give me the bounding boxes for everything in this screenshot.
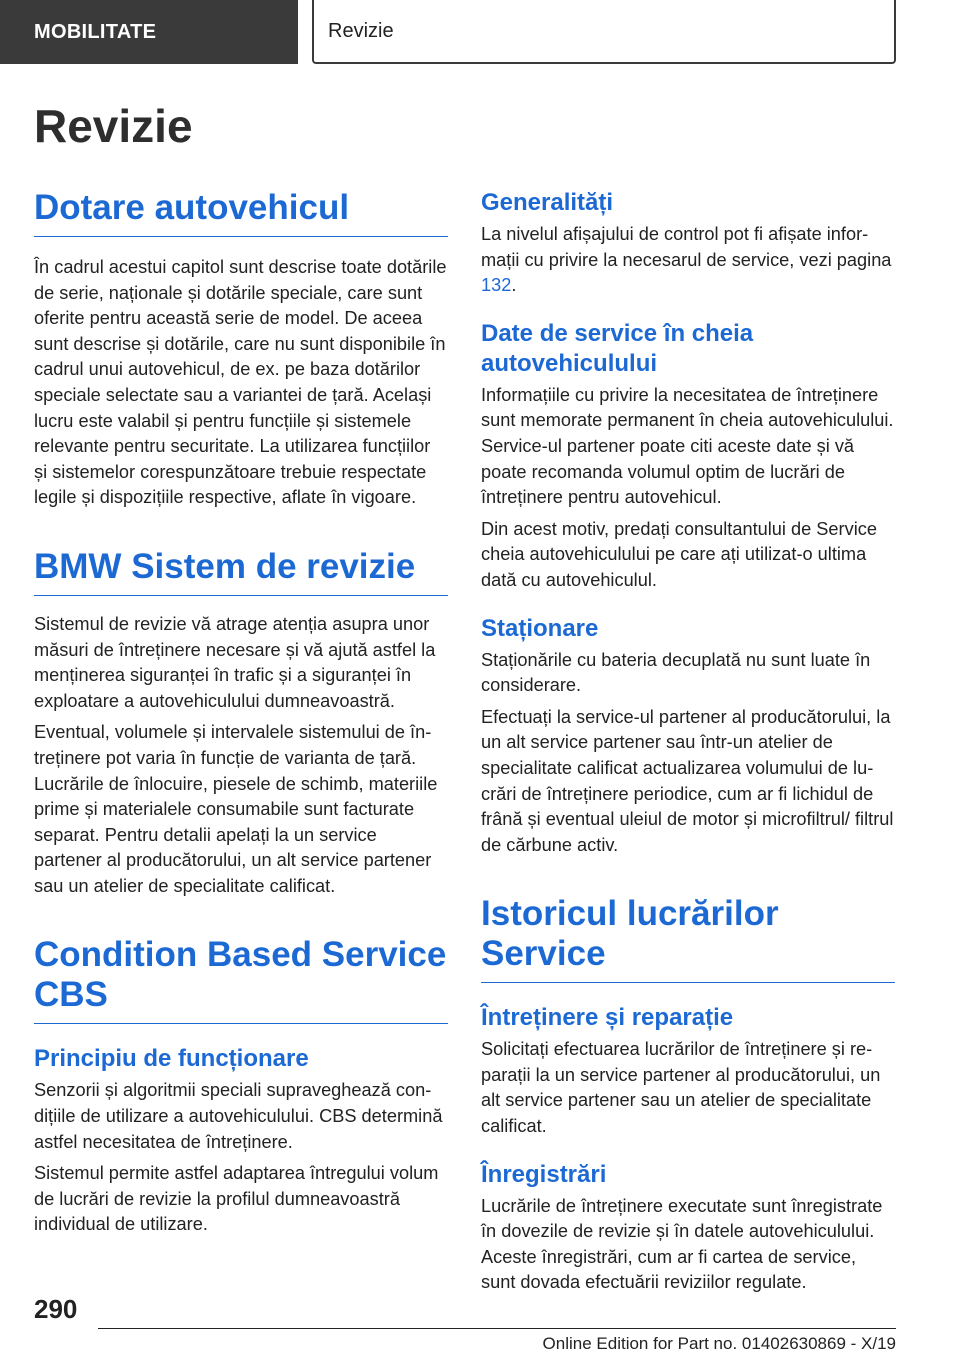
subheading-parking: Staționare xyxy=(481,614,599,642)
left-column xyxy=(34,188,448,1244)
paragraph: Eventual, volumele și intervalele sistemului de întreținere pot varia în funcție de varianta de țară. Lucrările de înlocuire, piesele de schimb, materiile prime și materialele consumabile sunt facturate separat. Pentru detalii apelați la un service partener al producătorului, un alt service partener sau un atelier de specialitate calificat. xyxy=(34,722,438,896)
paragraph: Staționările cu bateria decuplată nu sunt luate în considerare. xyxy=(481,649,871,696)
paragraph-text: La nivelul afișajului de control pot fi afișate informații cu privire la necesarul de service, vezi pagina xyxy=(481,224,892,270)
section-title-service-history: Istoricul lucrărilor Service xyxy=(481,894,895,983)
paragraph: Din acest motiv, predați consultantului de Service cheia autovehiculului pe care ați utilizat-o ultima dată cu autovehiculul. xyxy=(481,518,877,590)
paragraph: Sistemul permite astfel adaptarea întregului volum de lucrări de revizie la profilul dumneavoastră individual de utilizare. xyxy=(34,1163,439,1235)
section-title-service-system: BMW Sistem de revizie xyxy=(34,547,448,596)
subheading-key-data: Date de service în cheia autovehiculului xyxy=(481,319,754,377)
footer-divider xyxy=(98,1328,896,1329)
paragraph: Sistemul de revizie vă atrage atenția asupra unor măsuri de întreținere necesare și vă ajută astfel la menținerea siguranței în trafic și a siguranței în exploatare a autovehiculului dumneavoastră. xyxy=(34,613,436,711)
paragraph: Lucrările de întreținere executate sunt înregistrate în dovezile de revizie și în datele autovehiculului. Aceste înregistrări, cum ar fi cartea de service, sunt dovada efectuării reviziilor regulate. xyxy=(481,1195,883,1293)
paragraph xyxy=(481,222,895,299)
page-number: 290 xyxy=(34,1294,78,1324)
section-title-equipment: Dotare autovehicul xyxy=(34,188,448,237)
paragraph: Solicitați efectuarea lucrărilor de întreținere și reparații la un service partener al producătorului, un alt service partener sau un atelier de specialitate calificat. xyxy=(481,1039,881,1137)
page-link[interactable]: 132 xyxy=(481,275,512,296)
paragraph: În cadrul acestui capitol sunt descrise toate dotările de serie, naționale și dotările speciale, care sunt oferite pentru această serie de model. De aceea sunt descrise și dotările, care nu sunt disponibile în cadrul unui autovehicul, de ex. pe baza dotărilor speciale selectate sau a variantei de țară. Același lucru este valabil și pentru funcțiile și sistemele relevante pentru securitate. La utilizarea funcțiilor și sistemelor corespunzătoare trebuie respectate legile și dispozițiile respective, aflate în vigoare. xyxy=(34,257,447,508)
section-tab[interactable]: MOBILITATE xyxy=(0,0,298,64)
page-title: Revizie xyxy=(34,100,193,152)
paragraph: Efectuați la service-ul partener al producătorului, la un alt service partener sau într-un atelier de specialitate calificat actualizarea volumului de lucrări de întreținere periodice, cum ar fi lichidul de frână și eventual uleiul de motor și microfiltrul/ filtrul de cărbune activ. xyxy=(481,706,894,855)
right-column xyxy=(481,188,895,1302)
paragraph: Senzorii și algoritmii speciali supraveghează condițiile de utilizare a autovehiculului. CBS determină astfel necesitatea de întreținere. xyxy=(34,1080,443,1152)
topic-tab[interactable]: Revizie xyxy=(312,0,896,64)
subheading-maintenance: Întreținere și reparație xyxy=(481,1004,734,1032)
paragraph: Informațiile cu privire la necesitatea de întreținere sunt memorate permanent în cheia autovehiculului. Service-ul partener poate citi aceste date și vă poate recomanda volumul optim de lucrări de întreținere pentru autovehicul. xyxy=(481,384,894,508)
subheading-general: Generalități xyxy=(481,189,614,216)
subheading-records: Înregistrări xyxy=(481,1160,607,1188)
paragraph-text: . xyxy=(511,275,517,296)
section-title-cbs: Condition Based Service CBS xyxy=(34,935,448,1024)
edition-note: Online Edition for Part no. 01402630869 - X/19 xyxy=(542,1334,896,1353)
page-header xyxy=(0,0,960,66)
subheading-principle: Principiu de funcționare xyxy=(34,1045,309,1073)
